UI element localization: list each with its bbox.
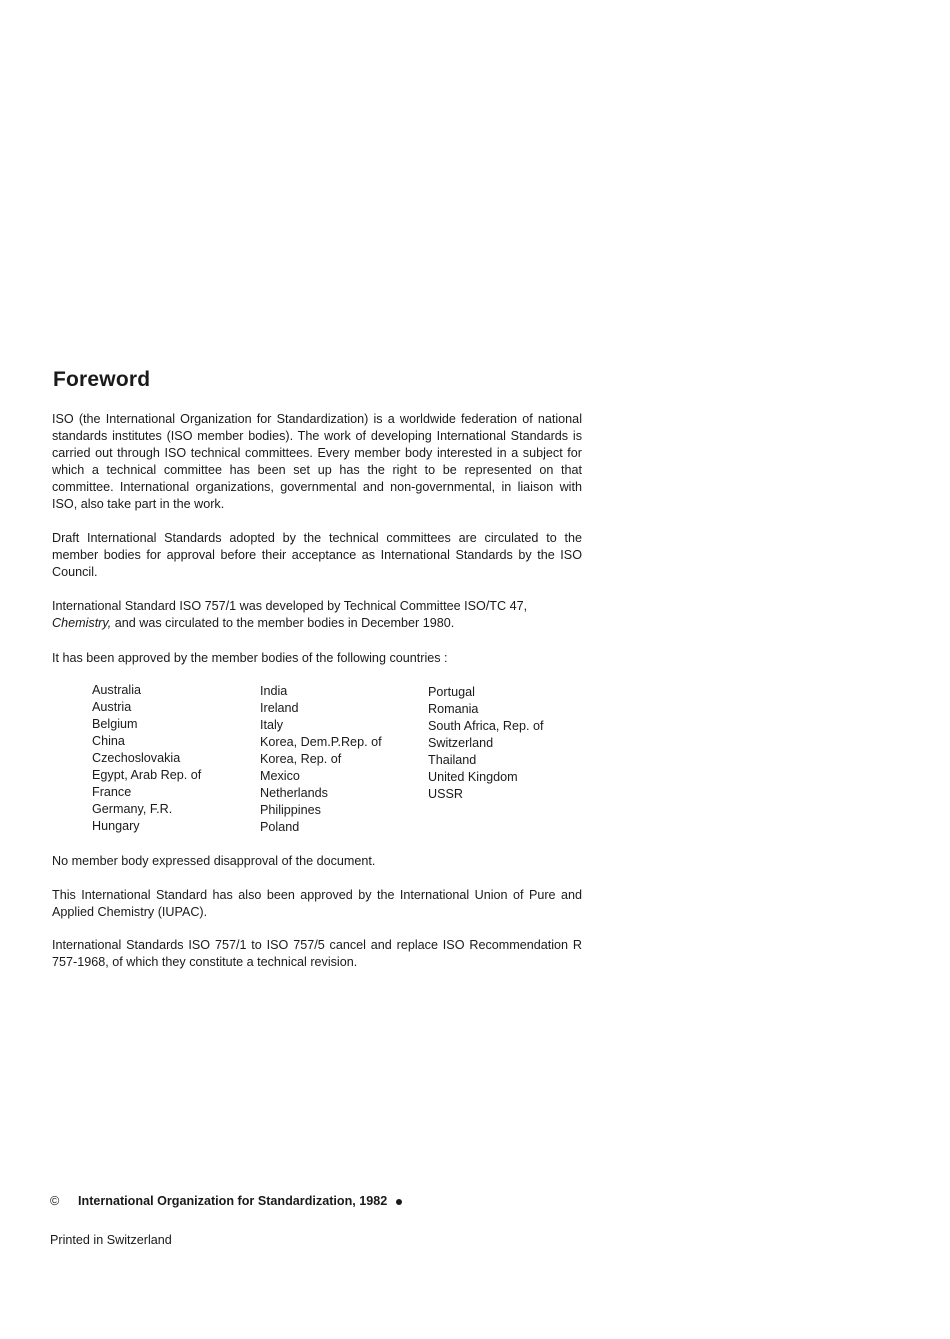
paragraph-iupac: This International Standard has also been approved by the International Union of Pure and Applied Chemistry (IUPAC). [52, 888, 582, 919]
development-text: International Standard ISO 757/1 was developed by Technical Committee ISO/TC 47, [52, 599, 528, 613]
bullet-icon [396, 1199, 402, 1205]
country-item: Hungary [92, 819, 140, 833]
country-item: Egypt, Arab Rep. of [92, 768, 202, 782]
country-item: France [92, 785, 132, 799]
paragraph-draft-standards: Draft International Standards adopted by the technical committees are circulated to the member bodies for approval before their acceptance as International Standards by the ISO Council. [52, 531, 582, 579]
country-item: China [92, 734, 125, 748]
paragraph-no-disapproval: No member body expressed disapproval of the document. [52, 854, 376, 868]
country-item: South Africa, Rep. of [428, 719, 544, 733]
development-text-end: and was circulated to the member bodies in December 1980. [111, 616, 455, 630]
paragraph-development [52, 598, 582, 632]
committee-title: Chemistry, [52, 616, 112, 630]
country-item: United Kingdom [428, 770, 518, 784]
paragraph-cancel-replace: International Standards ISO 757/1 to ISO 757/5 cancel and replace ISO Recommendation R 757-1968, of which they constitute a technical revision. [52, 938, 582, 969]
country-item: Poland [260, 820, 300, 834]
country-item: Ireland [260, 701, 299, 715]
country-item: Australia [92, 683, 141, 697]
country-item: Mexico [260, 769, 300, 783]
country-item: Austria [92, 700, 132, 714]
copyright-icon: © [50, 1194, 60, 1208]
country-item: USSR [428, 787, 463, 801]
country-column [92, 682, 260, 836]
country-item: Belgium [92, 717, 138, 731]
country-item: Italy [260, 718, 284, 732]
country-column [260, 682, 428, 836]
page-title: Foreword [53, 368, 151, 391]
country-item: Germany, F.R. [92, 802, 173, 816]
country-item: India [260, 684, 288, 698]
country-list [92, 682, 588, 836]
country-item: Portugal [428, 685, 475, 699]
country-column [428, 682, 588, 836]
printed-in: Printed in Switzerland [50, 1233, 172, 1247]
country-item: Thailand [428, 753, 477, 767]
copyright-text: International Organization for Standardization, 1982 [78, 1194, 388, 1208]
country-item: Romania [428, 702, 479, 716]
country-item: Philippines [260, 803, 321, 817]
country-item: Switzerland [428, 736, 494, 750]
country-item: Korea, Rep. of [260, 752, 342, 766]
country-item: Korea, Dem.P.Rep. of [260, 735, 382, 749]
paragraph-iso-intro: ISO (the International Organization for Standardization) is a worldwide federation of national standards institutes (ISO member bodies). The work of developing International Standards is carried out through ISO technical committees. Every member body interested in a subject for which a technical committee has been set up has the right to be represented on that committee. International organizations, governmental and non-governmental, in liaison with ISO, also take part in the work. [52, 412, 582, 511]
paragraph-approval: It has been approved by the member bodies of the following countries : [52, 651, 448, 665]
copyright-line [50, 1193, 402, 1210]
country-item: Czechoslovakia [92, 751, 181, 765]
country-item: Netherlands [260, 786, 328, 800]
